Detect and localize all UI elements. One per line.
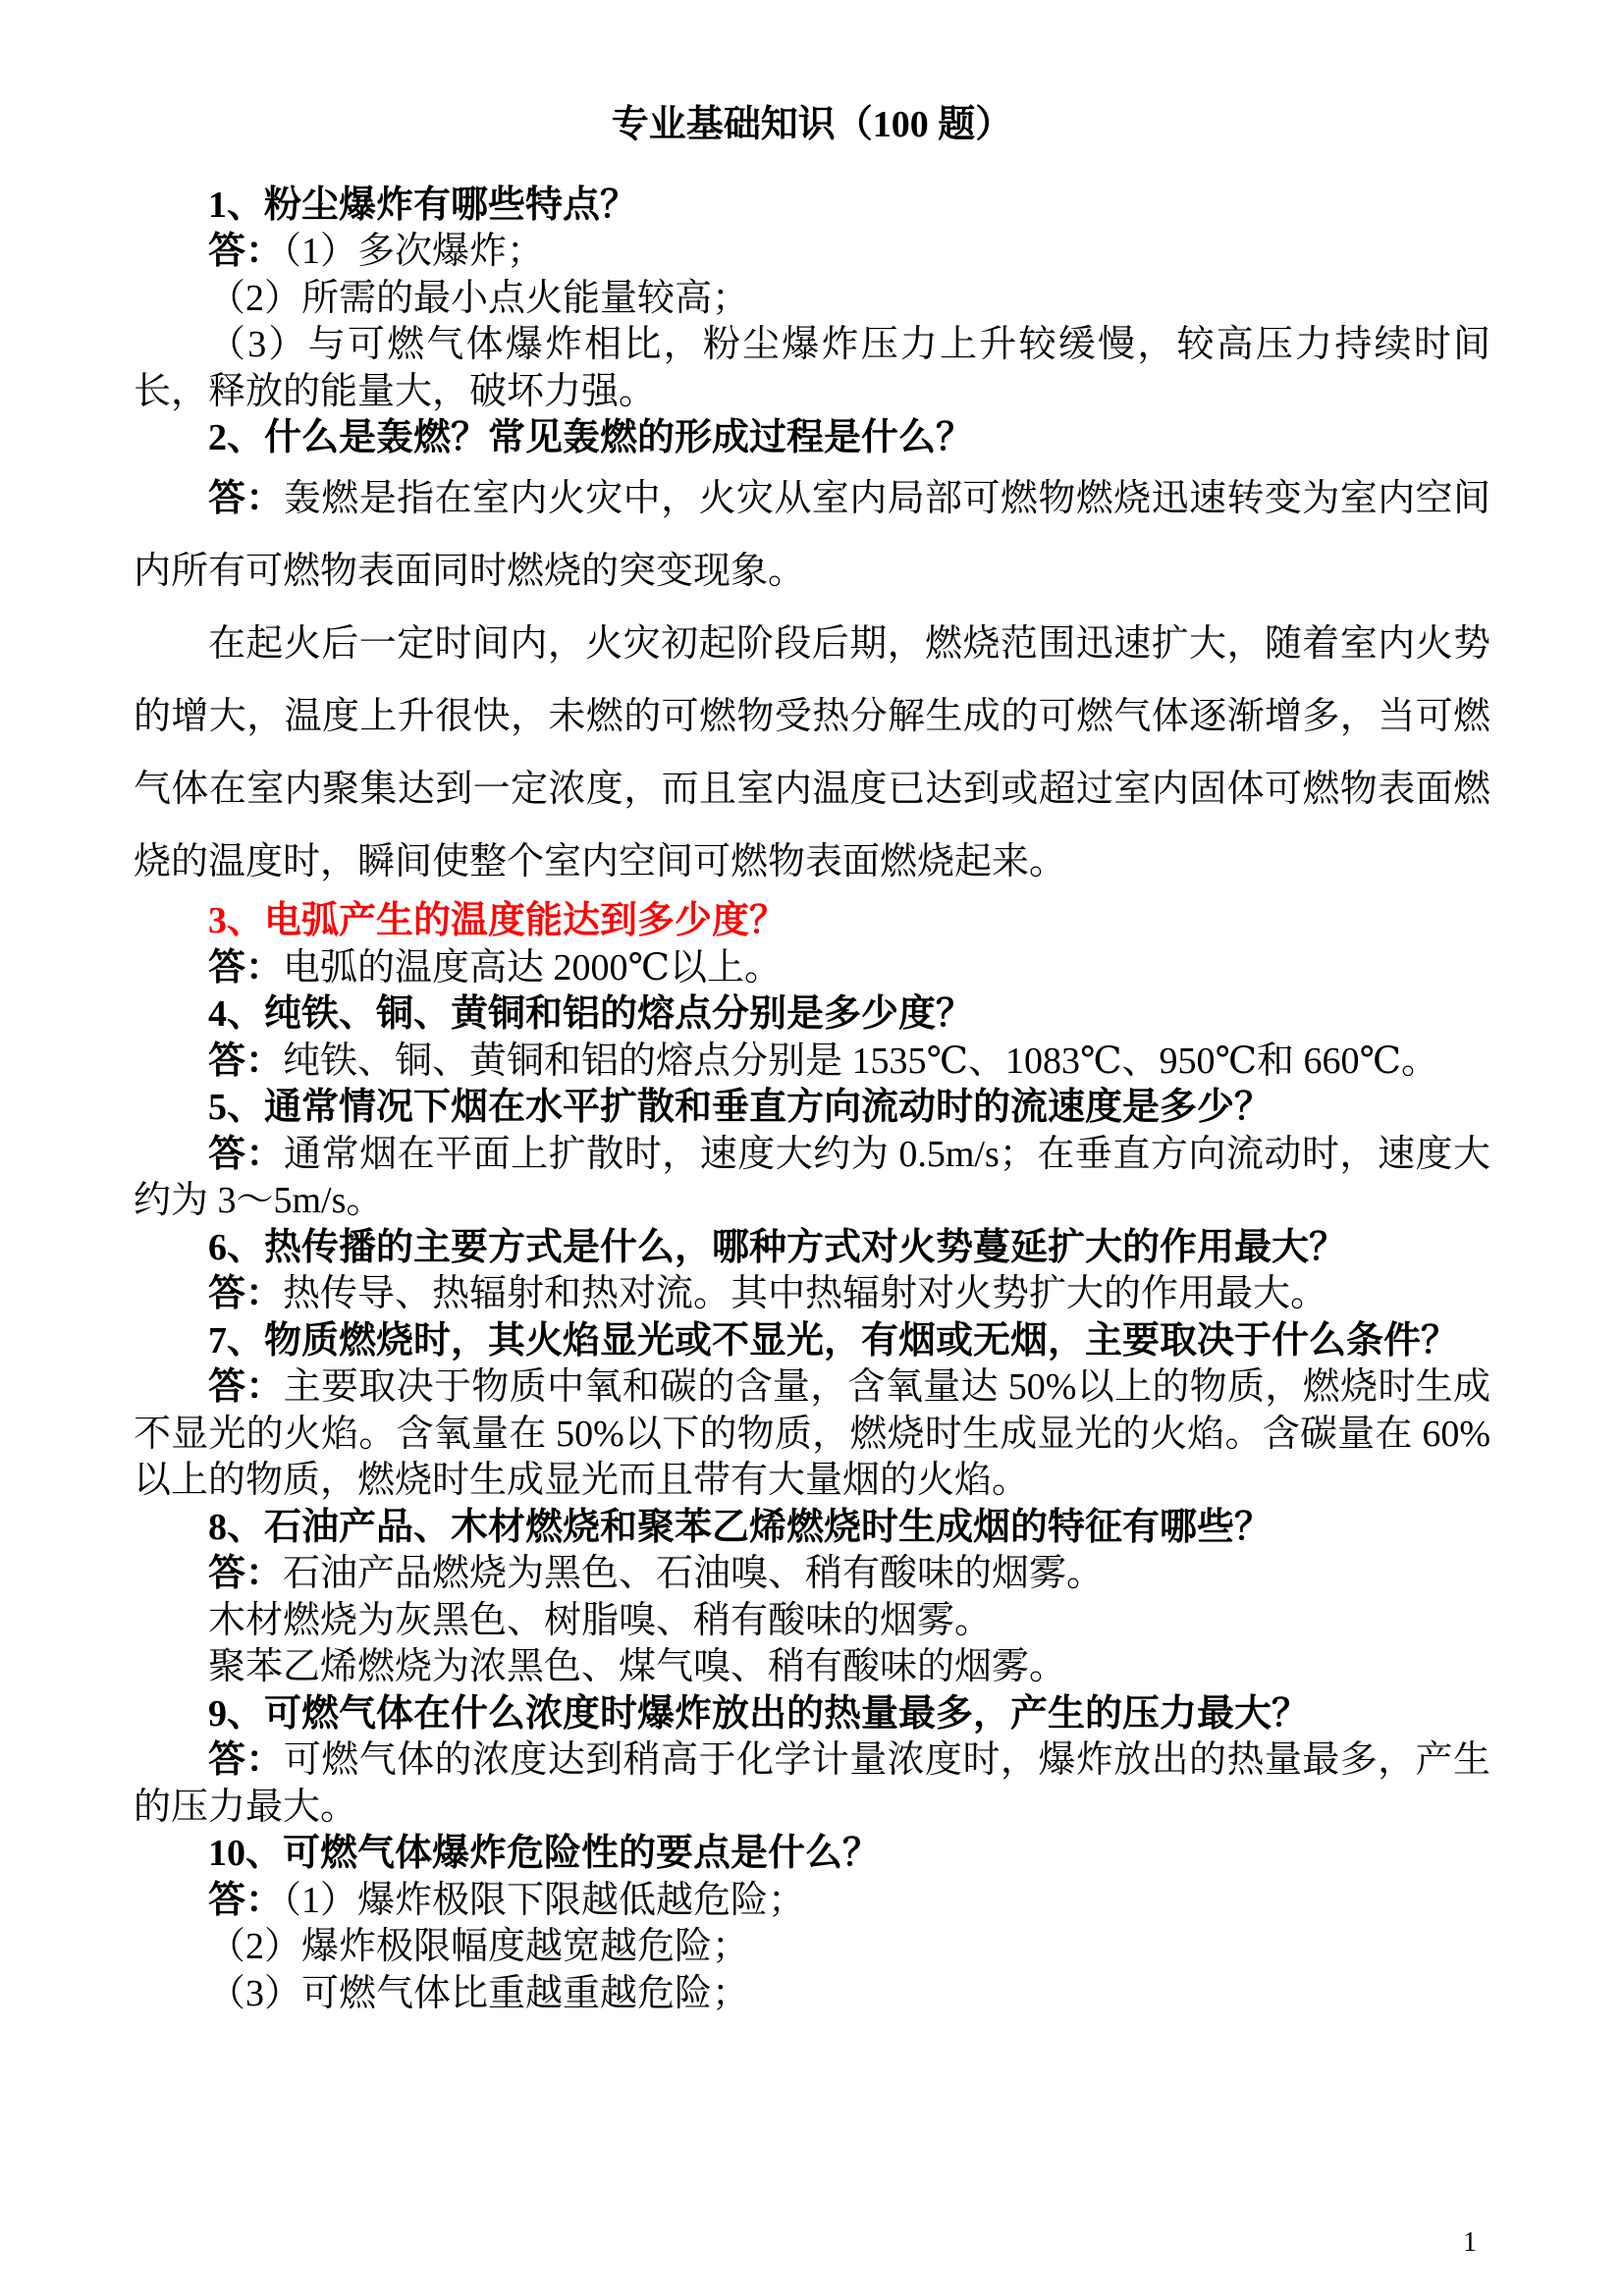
answer-text: 石油产品燃烧为黑色、石油嗅、稍有酸味的烟雾。: [283, 1553, 1105, 1595]
answer-10-line-2: （2）爆炸极限幅度越宽越危险；: [208, 1926, 750, 1968]
answer-4: [134, 1039, 1490, 1086]
question-4: 4、纯铁、铜、黄铜和铝的熔点分别是多少度？: [208, 993, 974, 1036]
question-10: 10、可燃气体爆炸危险性的要点是什么？: [208, 1833, 881, 1875]
answer-1-line-3: （3）与可燃气体爆炸相比，粉尘爆炸压力上升较缓慢，较高压力持续时间长，释放的能量大，破坏力强。: [134, 324, 1490, 412]
question-2: 2、什么是轰燃？常见轰燃的形成过程是什么？: [208, 417, 974, 458]
question-9: 9、可燃气体在什么浓度时爆炸放出的热量最多，产生的压力最大？: [208, 1692, 1310, 1735]
qa-item-3: [134, 898, 1490, 991]
answer-text: 可燃气体的浓度达到稍高于化学计量浓度时，爆炸放出的热量最多，产生的压力最大。: [134, 1739, 1490, 1828]
answer-text: （1）多次爆炸；: [283, 231, 545, 272]
qa-item-2: [134, 415, 1490, 898]
page-number: 1: [1463, 2227, 1477, 2258]
question-1: 1、粉尘爆炸有哪些特点？: [208, 184, 638, 226]
answer-5: [134, 1132, 1490, 1225]
answer-8-line-3: 聚苯乙烯燃烧为浓黑色、煤气嗅、稍有酸味的烟雾。: [208, 1646, 1067, 1688]
answer-text: （1）爆炸极限下限越低越危险；: [283, 1879, 806, 1921]
answer-text: 通常烟在平面上扩散时，速度大约为 0.5m/s；在垂直方向流动时，速度大约为 3～5m/s。: [134, 1133, 1490, 1222]
answer-text: 热传导、热辐射和热对流。其中热辐射对火势扩大的作用最大。: [283, 1273, 1328, 1315]
answer-7: [134, 1364, 1490, 1505]
answer-label: 答：: [208, 1133, 285, 1175]
qa-item-7: [134, 1318, 1490, 1505]
question-5: 5、通常情况下烟在水平扩散和垂直方向流动时的流速度是多少？: [208, 1087, 1272, 1129]
answer-label: 答：: [208, 946, 284, 988]
answer-10-line-3: （3）可燃气体比重越重越危险；: [208, 1972, 750, 2014]
answer-6: [134, 1271, 1490, 1318]
answer-10-line-1: [134, 1878, 1490, 1925]
answer-label: 答：: [208, 1366, 284, 1409]
answer-8-line-1: [134, 1551, 1490, 1598]
question-6: 6、热传播的主要方式是什么，哪种方式对火势蔓延扩大的作用最大？: [208, 1226, 1347, 1268]
question-7: 7、物质燃烧时，其火焰显光或不显光，有烟或无烟，主要取决于什么条件？: [208, 1319, 1459, 1362]
question-3: 3、电弧产生的温度能达到多少度？: [208, 900, 787, 942]
qa-item-5: [134, 1085, 1490, 1225]
answer-9: [134, 1737, 1490, 1831]
answer-8-line-2: 木材燃烧为灰黑色、树脂嗅、稍有酸味的烟雾。: [208, 1599, 993, 1641]
answer-label: 答：: [208, 477, 284, 519]
answer-text: 主要取决于物质中氧和碳的含量，含氧量达 50%以上的物质，燃烧时生成不显光的火焰。含氧量在 50%以下的物质，燃烧时生成显光的火焰。含碳量在 60%以上的物质，燃烧时生成显光而且带有大量烟的火焰。: [134, 1366, 1490, 1502]
qa-item-4: [134, 991, 1490, 1085]
qa-item-10: [134, 1831, 1490, 2017]
answer-text: 纯铁、铜、黄铜和铝的熔点分别是 1535℃、1083℃、950℃和 660℃。: [283, 1040, 1439, 1082]
answer-2-paragraph-2: 在起火后一定时间内，火灾初起阶段后期，燃烧范围迅速扩大，随着室内火势的增大，温度上升很快，未燃的可燃物受热分解生成的可燃气体逐渐增多，当可燃气体在室内聚集达到一定浓度，而且室内温度已达到或超过室内固体可燃物表面燃烧的温度时，瞬间使整个室内空间可燃物表面燃烧起来。: [134, 622, 1490, 882]
answer-label: 答：: [208, 1553, 284, 1595]
answer-text: 电弧的温度高达 2000℃以上。: [283, 946, 783, 988]
document-title: 专业基础知识（100 题）: [611, 104, 1013, 145]
answer-label: 答：: [208, 1273, 284, 1315]
qa-item-6: [134, 1225, 1490, 1318]
qa-item-1: [134, 183, 1490, 416]
answer-text: 轰燃是指在室内火灾中，火灾从室内局部可燃物燃烧迅速转变为室内空间内所有可燃物表面同时燃烧的突变现象。: [134, 477, 1490, 592]
answer-label: 答：: [208, 1040, 284, 1082]
qa-item-8: [134, 1505, 1490, 1691]
answer-2-paragraph-1: [134, 462, 1490, 608]
answer-label: 答：: [208, 1879, 284, 1921]
answer-1-line-2: （2）所需的最小点火能量较高；: [208, 277, 750, 319]
answer-1-line-1: [134, 229, 1490, 276]
qa-item-9: [134, 1691, 1490, 1832]
question-8: 8、石油产品、木材燃烧和聚苯乙烯燃烧时生成烟的特征有哪些？: [208, 1506, 1272, 1548]
answer-label: 答：: [208, 1739, 284, 1782]
answer-label: 答：: [208, 231, 284, 272]
answer-3: [134, 945, 1490, 992]
